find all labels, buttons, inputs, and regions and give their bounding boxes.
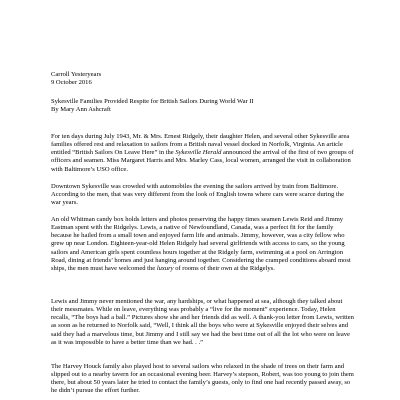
paragraph-4: Lewis and Jimmy never mentioned the war, any hardships, or what happened at sea, although they talked about their messmates. While on leave, everything was probably a “live for the moment” experience. Today, Helen recalls, “The boys had a ball.” Pictures show she and her friends did as well. A thank-you letter from Lewis, written as soon as he returned to Norfolk said, “Well, I think all the boys who were at Sykesville enjoyed their selves and said they had a marvelous time, but Jimmy and I still say we had the best time out of all the lot who were on leave as it was impossible to have a better time than we had. . .” — [51, 298, 354, 346]
paragraph-5: The Harvey Houck family also played host to several sailors who relaxed in the shade of trees on their farm and slipped out to a nearby tavern for an occasional evening beer. Harvey’s stepson, Robert, was too young to join them there, but about 50 years later he tried to contact the family’s guests, only to find one had recently passed away, so he didn’t pursue the effort further. — [51, 363, 354, 395]
column-date: 9 October 2016 — [51, 79, 92, 87]
article-byline: By Mary Ann Ashcraft — [51, 106, 111, 114]
column-name: Carroll Yesteryears — [51, 71, 102, 78]
paragraph-2: Downtown Sykesville was crowded with automobiles the evening the sailors arrived by train from Baltimore. According to the men, that was very different from the look of English towns where cars were scarce during the war years. — [51, 183, 344, 207]
newspaper-name: Sykesville Herald — [175, 149, 222, 157]
paragraph-3: An old Whitman candy box holds letters and photos preserving the happy times seamen Lewis Reid and Jimmy Eastman spent with the Ridgelys. Lewis, a native of Newfoundland, Canada, was a perfect fit for the family because he hailed from a small town and enjoyed farm life and animals. Jimmy, however, was a city fellow who grew up near London. Eighteen-year-old Helen Ridgely had several girlfriends with access to cars, so the young sailors and American girls spent countless hours together at the Ridgely farm, swimming at a pool on Arrington Road, dining at friends’ homes and just hanging around together. Considering the cramped conditions aboard most ships, the men must have welcomed the luxury of rooms of their own at the Ridgelys. — [51, 216, 351, 272]
article-heading — [51, 98, 355, 114]
column-header — [51, 71, 355, 87]
emphasis-luxury: luxury — [156, 264, 174, 272]
paragraph-1: For ten days during July 1943, Mr. & Mrs. Ernest Ridgely, their daughter Helen, and several other Sykesville area families offered rest and relaxation to sailors from a British naval vessel docked in Norfolk, Virginia. An article entitled “British Sailors On Leave Here” in the Sykesville Herald announced the arrival of the first of two groups of officers and seamen. Miss Margaret Harris and Mrs. Marley Cass, local women, arranged the visit in collaboration with Baltimore’s USO office. — [51, 133, 354, 173]
article-title: Sykesville Families Provided Respite for British Sailors During World War II — [51, 98, 254, 105]
